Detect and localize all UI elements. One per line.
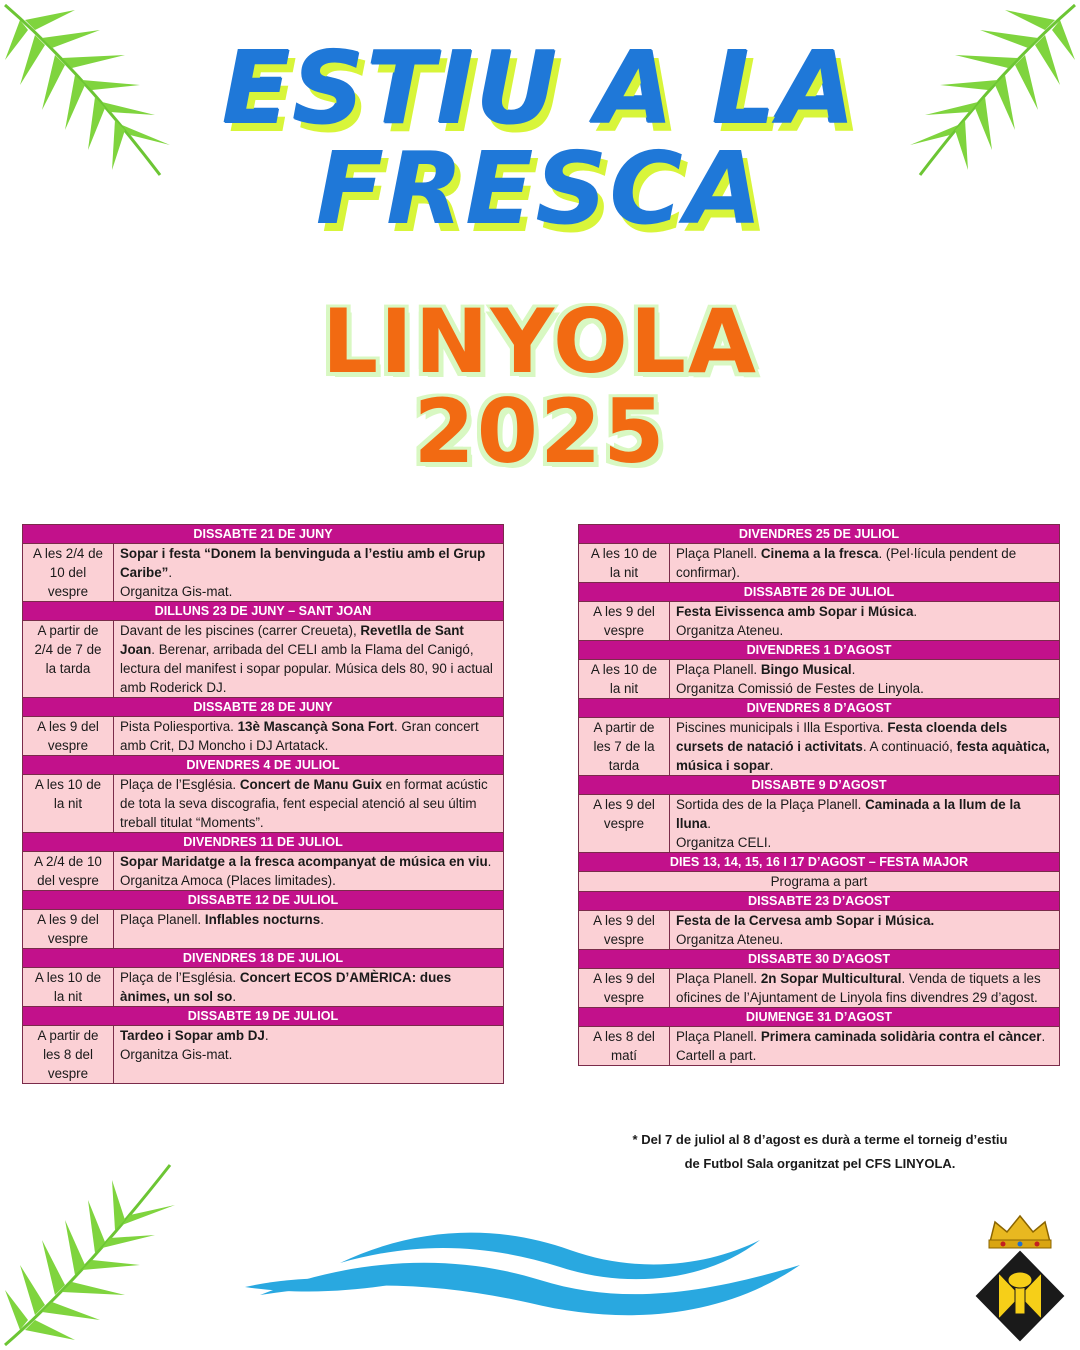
- day-header-row: [579, 699, 1060, 718]
- day-header: DISSABTE 26 DE JULIOL: [579, 583, 1060, 602]
- event-row: [579, 1027, 1060, 1066]
- event-description: Plaça Planell. Cinema a la fresca. (Pel·lícula pendent de confirmar).: [670, 544, 1060, 583]
- day-header: DILLUNS 23 DE JUNY – SANT JOAN: [23, 602, 504, 621]
- event-description: Sopar i festa “Donem la benvinguda a l’estiu amb el Grup Caribe”. Organitza Gis-mat.: [114, 544, 504, 602]
- title-line-1: ESTIU A LA: [222, 30, 858, 147]
- event-time: A partir de les 8 del vespre: [23, 1026, 114, 1084]
- event-note: Programa a part: [579, 872, 1060, 892]
- event-row: [23, 544, 504, 602]
- day-header: DIVENDRES 8 D’AGOST: [579, 699, 1060, 718]
- day-header-row: [23, 602, 504, 621]
- day-header-row: [579, 853, 1060, 872]
- event-row: [23, 1026, 504, 1084]
- event-time: A les 9 del vespre: [579, 602, 670, 641]
- day-header-row: [23, 525, 504, 544]
- day-header-row: [23, 1007, 504, 1026]
- event-row: [579, 969, 1060, 1008]
- day-header-row: [23, 698, 504, 717]
- event-description: Plaça de l’Església. Concert de Manu Guix en format acústic de tota la seva discografia, fent especial atenció al seu últim treball titulat “Moments”.: [114, 775, 504, 833]
- day-header-row: [579, 950, 1060, 969]
- day-header-row: [23, 891, 504, 910]
- event-time: A partir de 2/4 de 7 de la tarda: [23, 621, 114, 698]
- title-town: LINYOLA: [321, 290, 759, 393]
- day-header-row: [23, 756, 504, 775]
- day-header-row: [23, 833, 504, 852]
- day-header-row: [579, 776, 1060, 795]
- day-header-row: [579, 583, 1060, 602]
- event-row: [579, 911, 1060, 950]
- footnote-line-2: de Futbol Sala organitzat pel CFS LINYOLA.: [684, 1156, 956, 1171]
- event-time: A les 9 del vespre: [23, 717, 114, 756]
- day-header: DIVENDRES 18 DE JULIOL: [23, 949, 504, 968]
- event-row: [23, 968, 504, 1007]
- day-header: DIVENDRES 1 D’AGOST: [579, 641, 1060, 660]
- event-row: [579, 795, 1060, 853]
- title-line-2: FRESCA: [315, 130, 765, 247]
- event-row: [23, 717, 504, 756]
- day-header: DISSABTE 12 DE JULIOL: [23, 891, 504, 910]
- day-header: DISSABTE 23 D’AGOST: [579, 892, 1060, 911]
- event-time: A les 10 de la nit: [579, 660, 670, 699]
- event-description: Piscines municipals i Illa Esportiva. Festa cloenda dels cursets de natació i activitats. A continuació, festa aquàtica, música i sopar.: [670, 718, 1060, 776]
- footnote: [580, 1128, 1060, 1176]
- waves-icon: [240, 1225, 840, 1335]
- day-header-row: [579, 525, 1060, 544]
- event-time: A les 9 del vespre: [579, 969, 670, 1008]
- day-header-row: [579, 1008, 1060, 1027]
- event-row: [579, 872, 1060, 892]
- event-time: A partir de les 7 de la tarda: [579, 718, 670, 776]
- event-description: Plaça Planell. 2n Sopar Multicultural. Venda de tiquets a les oficines de l’Ajuntament de Linyola fins divendres 29 d’agost.: [670, 969, 1060, 1008]
- day-header: DISSABTE 28 DE JUNY: [23, 698, 504, 717]
- event-time: A les 10 de la nit: [23, 968, 114, 1007]
- event-time: A les 9 del vespre: [579, 911, 670, 950]
- event-time: A les 8 del matí: [579, 1027, 670, 1066]
- day-header-row: [579, 641, 1060, 660]
- event-description: Tardeo i Sopar amb DJ. Organitza Gis-mat.: [114, 1026, 504, 1084]
- footnote-line-1: * Del 7 de juliol al 8 d’agost es durà a terme el torneig d’estiu: [632, 1132, 1008, 1147]
- day-header: DIES 13, 14, 15, 16 I 17 D’AGOST – FESTA MAJOR: [579, 853, 1060, 872]
- event-time: A les 9 del vespre: [579, 795, 670, 853]
- event-row: [23, 775, 504, 833]
- title-year: 2025: [413, 380, 667, 483]
- day-header: DISSABTE 30 D’AGOST: [579, 950, 1060, 969]
- event-description: Plaça Planell. Inflables nocturns.: [114, 910, 504, 949]
- event-row: [579, 544, 1060, 583]
- event-time: A les 9 del vespre: [23, 910, 114, 949]
- event-row: [579, 602, 1060, 641]
- event-description: Sopar Maridatge a la fresca acompanyat de música en viu. Organitza Amoca (Places limitades).: [114, 852, 504, 891]
- event-description: Davant de les piscines (carrer Creueta), Revetlla de Sant Joan. Berenar, arribada del CELI amb la Flama del Canigó, lectura del manifest i sopar popular. Música dels 80, 90 i actual amb Roderick DJ.: [114, 621, 504, 698]
- event-description: Festa de la Cervesa amb Sopar i Música. Organitza Ateneu.: [670, 911, 1060, 950]
- event-description: Plaça Planell. Primera caminada solidària contra el càncer. Cartell a part.: [670, 1027, 1060, 1066]
- day-header: DISSABTE 21 DE JUNY: [23, 525, 504, 544]
- day-header-row: [23, 949, 504, 968]
- event-time: A les 10 de la nit: [23, 775, 114, 833]
- event-description: Sortida des de la Plaça Planell. Caminada a la llum de la lluna. Organitza CELI.: [670, 795, 1060, 853]
- schedule-table-right: [578, 524, 1060, 1066]
- day-header: DIVENDRES 4 DE JULIOL: [23, 756, 504, 775]
- event-description: Plaça de l’Església. Concert ECOS D’AMÈRICA: dues ànimes, un sol so.: [114, 968, 504, 1007]
- schedule-table-left: [22, 524, 504, 1084]
- day-header: DIVENDRES 25 DE JULIOL: [579, 525, 1060, 544]
- event-description: Plaça Planell. Bingo Musical. Organitza Comissió de Festes de Linyola.: [670, 660, 1060, 699]
- event-row: [23, 910, 504, 949]
- event-row: [579, 718, 1060, 776]
- palm-leaf-icon: [0, 1150, 200, 1350]
- event-time: A les 2/4 de 10 del vespre: [23, 544, 114, 602]
- day-header: DIUMENGE 31 D’AGOST: [579, 1008, 1060, 1027]
- day-header: DISSABTE 9 D’AGOST: [579, 776, 1060, 795]
- event-description: Pista Poliesportiva. 13è Mascançà Sona Fort. Gran concert amb Crit, DJ Moncho i DJ Artatack.: [114, 717, 504, 756]
- coat-of-arms-icon: [975, 1212, 1065, 1342]
- event-time: A 2/4 de 10 del vespre: [23, 852, 114, 891]
- day-header-row: [579, 892, 1060, 911]
- event-time: A les 10 de la nit: [579, 544, 670, 583]
- event-row: [23, 621, 504, 698]
- day-header: DISSABTE 19 DE JULIOL: [23, 1007, 504, 1026]
- event-row: [23, 852, 504, 891]
- event-description: Festa Eivissenca amb Sopar i Música. Organitza Ateneu.: [670, 602, 1060, 641]
- day-header: DIVENDRES 11 DE JULIOL: [23, 833, 504, 852]
- event-row: [579, 660, 1060, 699]
